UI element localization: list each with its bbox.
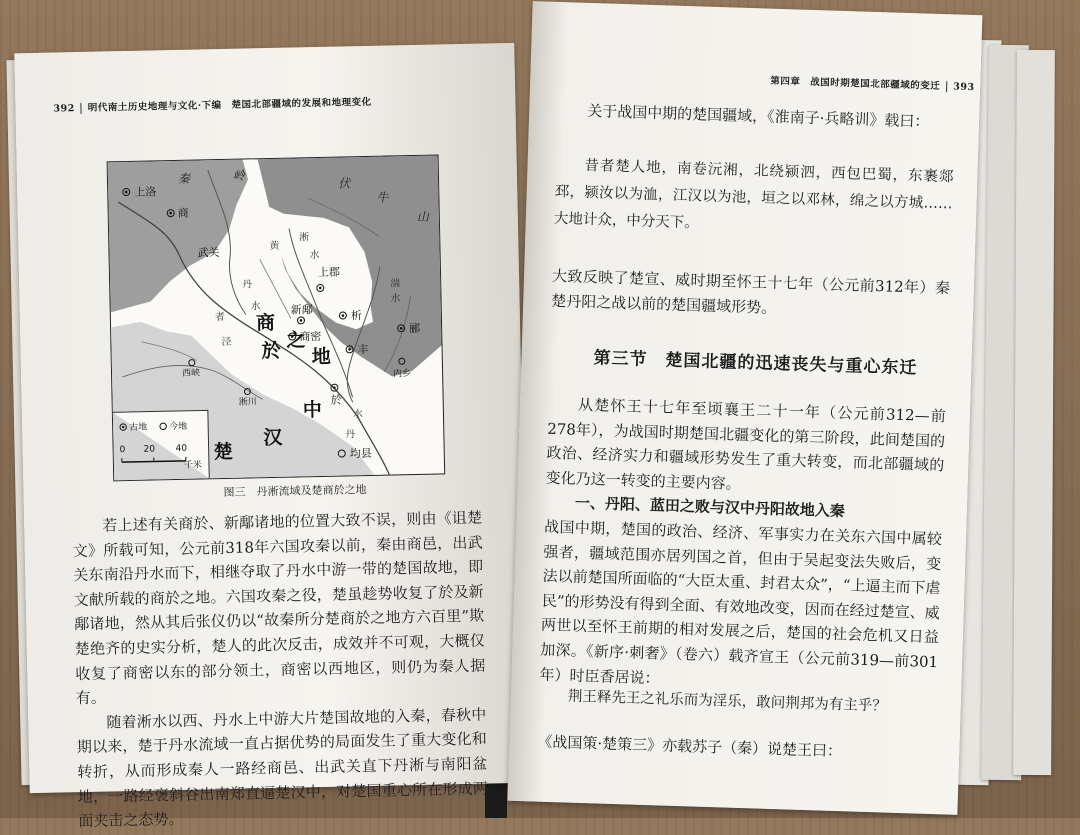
quote-block-1 [553,152,953,245]
left-book-title: 明代南土历史地理与文化·下编 [88,100,222,114]
river-dan-lower: 丹 [345,428,355,440]
map-caption: 图三 丹淅流域及楚商於之地 [223,481,366,500]
label-shan: 山 [417,210,430,224]
scale-20: 20 [144,444,156,454]
right-page-number: 393 [953,81,975,93]
legend-modern: 今地 [169,420,187,432]
label-ling: 岭 [233,168,246,182]
river-shui: 水 [251,299,261,312]
section-body [539,392,946,699]
page-stack-3 [1013,50,1055,775]
river-tuan: 湍 [390,276,400,289]
region-shang: 商 [256,311,275,334]
label-qin: 秦 [178,172,192,186]
danxi-map [108,155,445,480]
place-shang: 商 [178,206,189,220]
right-chapter-title: 第四章 战国时期楚国北部疆域的变迁 [770,76,940,92]
place-wuguan: 武关 [197,245,219,259]
scale-unit: 千米 [184,458,202,470]
place-junxian: 均县 [350,446,372,460]
region-zhi: 之 [286,328,305,351]
river-xi-shui: 水 [309,248,319,261]
river-jing: 泾 [221,336,231,348]
river-huang: 黄 [269,239,280,252]
region-di: 地 [311,345,330,368]
left-chapter-title: 楚国北部疆域的发展和地理变化 [231,97,371,111]
place-neixiang: 内乡 [393,367,411,379]
place-yu: 於 [331,394,342,407]
label-fu: 伏 [338,176,352,190]
region-han: 汉 [263,427,283,449]
river-shui-lower: 水 [353,407,363,420]
sub-paragraph: 战国中期，楚国的政治、经济、军事实力在关东六国中属较强者，疆域范围亦居列国之首，但由于吴起变法失败后，变法以前楚国所面临的“大臣太重、封君太众”，“上逼主而下虐民”的形势没有得到全面、有效地改变，因而在经过楚宣、威两世以至怀王前期的相对发展之后，楚国的社会危机又日益加深。《新序·刺奢》（卷六）载齐宣王（公元前319—前301年）时臣香居说： [539,515,942,700]
river-xi: 淅 [299,230,309,243]
region-chu: 楚 [213,440,232,463]
region-zhong: 中 [303,398,322,421]
subheading: 一、丹阳、蓝田之败与汉中丹阳故地入秦 [545,490,944,527]
place-li: 郦 [409,322,420,335]
region-yu: 於 [261,339,280,362]
right-intro-block [557,98,956,135]
left-page-number: 392 [53,103,75,114]
right-running-head [770,73,975,93]
scale-0: 0 [120,445,126,455]
place-shangmi: 商密 [299,329,321,343]
left-running-head [53,94,371,115]
place-feng: 丰 [357,342,368,356]
label-niu: 牛 [376,190,389,204]
after-quote-block [551,264,950,326]
left-paragraph-1: 若上述有关商於、新鄅诸地的位置大致不误，则由《诅楚文》所载可知，公元前318年六国攻秦以前，秦由商邑，出武关东南沿丹水而下，相继夺取了丹水中游一带的楚国故地，即文献所载的商於之地。六国攻秦之役，楚虽趁势收复了於及新鄅诸地，然从其后张仪仍以“故秦所分楚商於之地方六百里”欺楚绝齐的史实分析，楚人的此次反击，成效并不可观，大概仅收复了商密以东的部分领土，商密以西地区，则仍为秦人据有。 [72,506,486,711]
right-page [508,1,983,815]
section-title: 第三节 楚国北疆的迅速丧失与重心东迁 [593,343,918,378]
last-line-block [537,730,936,767]
river-dan: 丹 [242,278,252,290]
place-xinyun: 新鄅 [291,303,313,316]
left-page [14,43,529,793]
map-figure [107,154,446,481]
place-shangluo: 上洛 [134,184,156,198]
place-xi: 析 [351,308,362,322]
place-shangjun: 上郡 [318,265,340,279]
after-quote-text: 大致反映了楚宣、威时期至怀王十七年（公元前312年）秦楚丹阳之战以前的楚国疆域形势。 [551,264,950,326]
place-xichuan: 淅川 [239,395,257,407]
legend-ancient: 古地 [129,421,147,433]
river-tuan-shui: 水 [390,291,400,304]
quote-huainanzi: 昔者楚人地，南卷沅湘，北绕颍泗，西包巴蜀，东裹郯邳，颍汝以为洫，江汉以为池，垣之以邓林，绵之以方城……大地计众，中分天下。 [553,152,953,245]
left-body-text [72,506,489,834]
place-xixia: 西峡 [182,366,200,378]
last-line: 《战国策·楚策三》亦载苏子（秦）说楚王曰： [537,730,936,767]
left-paragraph-2: 随着淅水以西、丹水上中游大片楚国故地的入秦，春秋中期以来，楚于丹水流域一直占据优势的局面发生了重大变化和转折，从而形成秦人一路经商邑、出武关直下丹淅与南阳盆地，一路经褒斜谷出南郑直逼楚汉中，对楚国重心所在形成两面夹击之态势。 [76,702,488,834]
quote-xinxu: 荆王释先王之礼乐而为淫乐，敢问荆邦为有主乎？ [538,684,937,721]
river-zhe: 者 [215,310,225,323]
section-paragraph: 从楚怀王十七年至顷襄王二十一年（公元前312—前278年），为战国时期楚国北疆变化的第三阶段，此间楚国的政治、经济实力和疆域形势发生了重大转变，而北部疆域的变化乃这一转变的主要内容。 [545,392,946,503]
right-intro: 关于战国中期的楚国疆域，《淮南子·兵略训》载曰： [557,98,956,135]
scale-40: 40 [176,444,188,454]
